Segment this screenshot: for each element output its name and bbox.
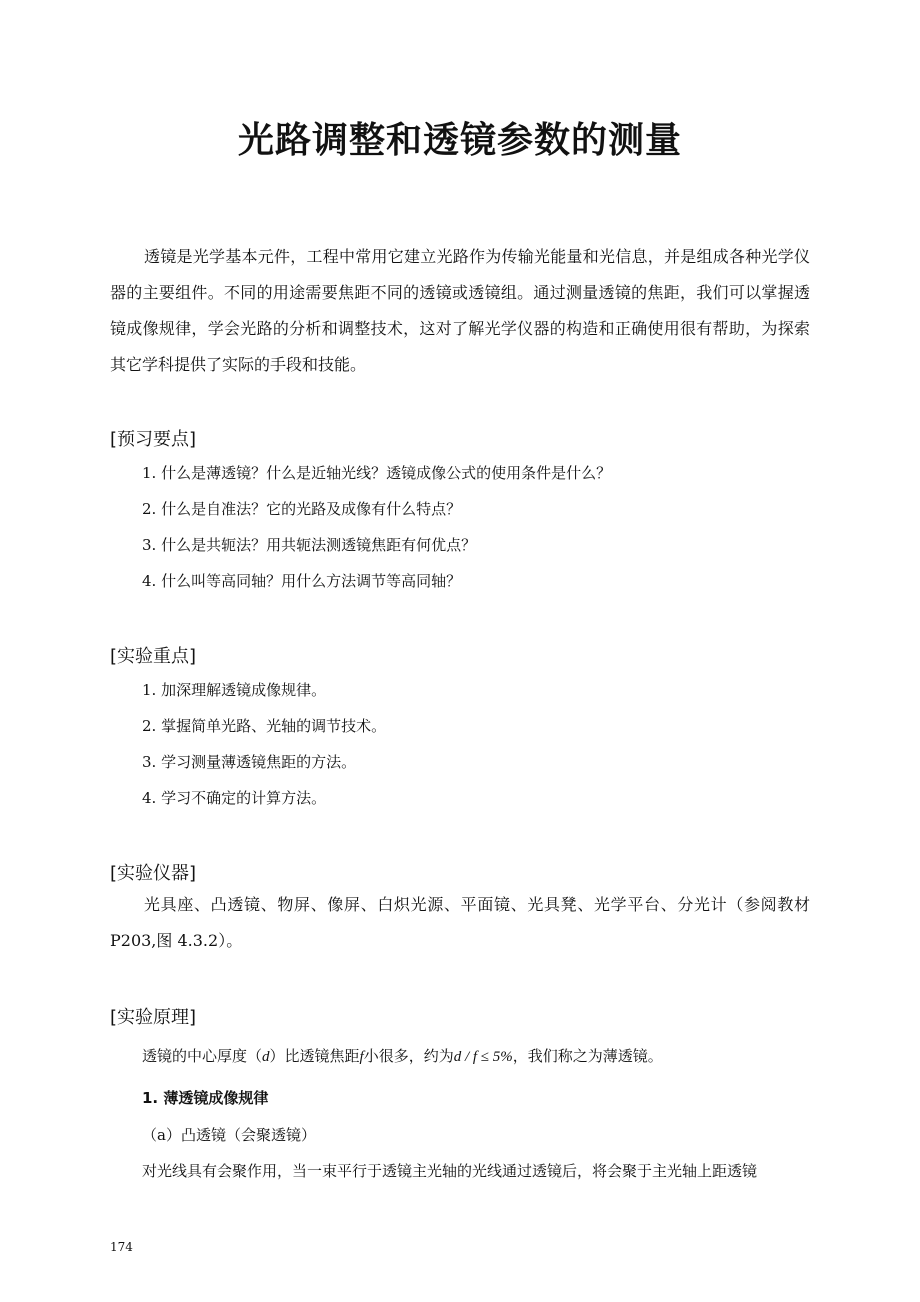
section-heading-instruments: [实验仪器] <box>110 863 197 884</box>
page-title: 光路调整和透镜参数的测量 <box>237 120 682 161</box>
focus-item-1: 1. 加深理解透镜成像规律。 <box>142 681 327 699</box>
page-number: 174 <box>110 1240 133 1254</box>
subheading-convex-lens: （a）凸透镜（会聚透镜） <box>142 1126 316 1144</box>
principle-line-1 <box>142 1045 663 1066</box>
focal-symbol: f <box>359 1049 364 1065</box>
preview-item-3: 3. 什么是共轭法？用共轭法测透镜焦距有何优点？ <box>142 536 477 554</box>
preview-item-1: 1. 什么是薄透镜？什么是近轴光线？透镜成像公式的使用条件是什么？ <box>142 464 612 482</box>
focus-item-3: 3. 学习测量薄透镜焦距的方法。 <box>142 753 357 771</box>
principle-text-a: 透镜的中心厚度（ <box>142 1047 263 1065</box>
subheading-thin-lens: 1. 薄透镜成像规律 <box>142 1089 269 1107</box>
preview-item-4: 4. 什么叫等高同轴？用什么方法调节等高同轴？ <box>142 572 462 590</box>
section-heading-focus: [实验重点] <box>110 646 197 667</box>
preview-item-2: 2. 什么是自准法？它的光路及成像有什么特点？ <box>142 500 462 518</box>
principle-text-c: 小很多，约为 <box>363 1047 454 1065</box>
principle-text-d: ，我们称之为薄透镜。 <box>512 1047 663 1065</box>
principle-text-b: ）比透镜焦距 <box>269 1047 360 1065</box>
focus-item-4: 4. 学习不确定的计算方法。 <box>142 789 327 807</box>
principle-last-line: 对光线具有会聚作用，当一束平行于透镜主光轴的光线通过透镜后，将会聚于主光轴上距透镜 <box>142 1162 758 1180</box>
section-heading-preview: [预习要点] <box>110 429 197 450</box>
focus-item-2: 2. 掌握简单光路、光轴的调节技术。 <box>142 717 387 735</box>
thickness-symbol: d <box>262 1049 270 1065</box>
instruments-paragraph: 光具座、凸透镜、物屏、像屏、白炽光源、平面镜、光具凳、光学平台、分光计（参阅教材P203,图 4.3.2）。 <box>110 895 810 950</box>
ratio-formula: d / f ≤ 5% <box>453 1049 513 1065</box>
section-heading-principle: [实验原理] <box>110 1007 197 1028</box>
intro-paragraph: 透镜是光学基本元件，工程中常用它建立光路作为传输光能量和光信息，并是组成各种光学仪器的主要组件。不同的用途需要焦距不同的透镜或透镜组。通过测量透镜的焦距，我们可以掌握透镜成像规律，学会光路的分析和调整技术，这对了解光学仪器的构造和正确使用很有帮助，为探索其它学科提供了实际的手段和技能。 <box>110 247 810 374</box>
